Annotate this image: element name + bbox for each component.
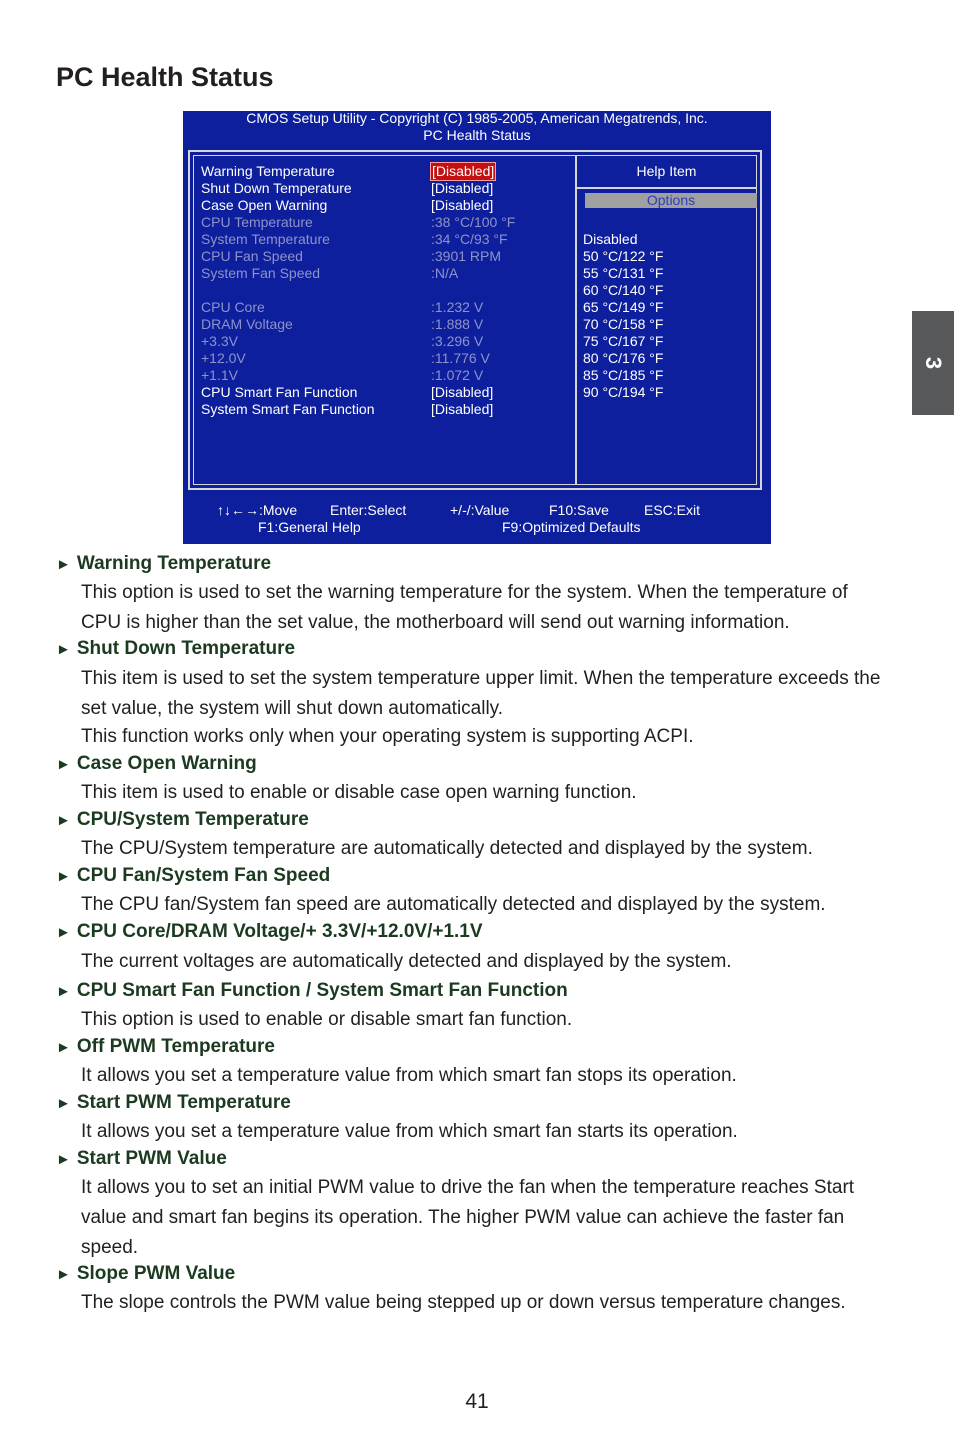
option-item[interactable]: Disabled — [583, 231, 638, 247]
readout-label: CPU Temperature — [201, 214, 313, 230]
section-paragraph: It allows you to set an initial PWM value to drive the fan when the temperature reaches Start value and smart fan begins its operation. The higher PWM value can achieve the faster fan speed. — [81, 1177, 855, 1258]
bios-frame — [188, 150, 762, 490]
option-item[interactable]: 65 °C/149 °F — [583, 299, 664, 315]
readout-value: :N/A — [431, 265, 459, 281]
menu-item-label: Shut Down Temperature — [201, 180, 352, 196]
section-heading — [56, 638, 295, 660]
option-item[interactable]: 50 °C/122 °F — [583, 248, 664, 264]
heading-text: Slope PWM Value — [76, 1263, 236, 1284]
heading-text: Shut Down Temperature — [76, 638, 296, 659]
readout-value: :11.776 V — [431, 350, 490, 366]
bullet-triangle-icon: ► — [56, 756, 71, 773]
section-heading — [56, 1092, 291, 1114]
bullet-triangle-icon: ► — [56, 1095, 71, 1112]
bios-panel — [193, 155, 757, 485]
section-heading — [56, 809, 309, 831]
key-hint-exit: ESC:Exit — [644, 502, 701, 518]
menu-item-label: Case Open Warning — [201, 197, 328, 213]
heading-text: Start PWM Temperature — [76, 1092, 291, 1113]
options-bar: Options — [585, 193, 757, 208]
bullet-triangle-icon: ► — [56, 924, 71, 941]
bullet-triangle-icon: ► — [56, 1266, 71, 1283]
key-hint-select: Enter:Select — [330, 502, 407, 518]
readout-label: CPU Core — [201, 299, 265, 315]
readout-label: System Temperature — [201, 231, 330, 247]
option-item[interactable]: 85 °C/185 °F — [583, 367, 664, 383]
key-hint-value: +/-/:Value — [450, 502, 510, 518]
readout-label: CPU Fan Speed — [201, 248, 303, 264]
option-item[interactable]: 80 °C/176 °F — [583, 350, 664, 366]
bullet-triangle-icon: ► — [56, 1151, 71, 1168]
bullet-triangle-icon: ► — [56, 868, 71, 885]
menu-item-value[interactable]: [Disabled] — [431, 401, 494, 417]
section-paragraph: This option is used to enable or disable smart fan function. — [81, 1009, 573, 1030]
heading-text: Case Open Warning — [76, 753, 257, 774]
page-number: 41 — [465, 1390, 489, 1413]
section-paragraph: This function works only when your operating system is supporting ACPI. — [81, 726, 694, 747]
readout-value: :1.888 V — [431, 316, 484, 332]
readout-label: +1.1V — [201, 367, 238, 383]
section-heading — [56, 921, 483, 943]
readout-label: System Fan Speed — [201, 265, 321, 281]
option-item[interactable]: 75 °C/167 °F — [583, 333, 664, 349]
heading-text: CPU Smart Fan Function / System Smart Fan Function — [76, 980, 568, 1001]
menu-item-label: CPU Smart Fan Function — [201, 384, 358, 400]
readout-value: :1.232 V — [431, 299, 484, 315]
section-paragraph: The CPU fan/System fan speed are automatically detected and displayed by the system. — [81, 894, 826, 915]
help-separator — [577, 187, 756, 189]
heading-text: Start PWM Value — [76, 1148, 227, 1169]
menu-item-value[interactable]: [Disabled] — [432, 163, 495, 179]
section-heading — [56, 980, 568, 1002]
heading-text: Off PWM Temperature — [76, 1036, 275, 1057]
menu-item-value[interactable]: [Disabled] — [431, 197, 494, 213]
heading-text: CPU/System Temperature — [76, 809, 309, 830]
key-hint-save: F10:Save — [549, 502, 609, 518]
bios-screenshot — [183, 111, 771, 544]
key-hint-move: ↑↓←→:Move — [217, 502, 298, 518]
bullet-triangle-icon: ► — [56, 1039, 71, 1056]
bios-screen-title: PC Health Status — [423, 127, 531, 143]
section-heading — [56, 1148, 227, 1170]
section-paragraph: This item is used to set the system temperature upper limit. When the temperature exceeds the set value, the system will shut down automatically. — [81, 668, 881, 719]
heading-text: CPU Core/DRAM Voltage/+ 3.3V/+12.0V/+1.1V — [76, 921, 483, 942]
section-heading — [56, 553, 271, 575]
section-paragraph: The CPU/System temperature are automatically detected and displayed by the system. — [81, 838, 813, 859]
option-item[interactable]: 70 °C/158 °F — [583, 316, 664, 332]
section-heading — [56, 1036, 275, 1058]
readout-value: :3901 RPM — [431, 248, 502, 264]
bullet-triangle-icon: ► — [56, 983, 71, 1000]
bullet-triangle-icon: ► — [56, 812, 71, 829]
option-item[interactable]: 90 °C/194 °F — [583, 384, 664, 400]
key-hint-help: F1:General Help — [258, 519, 361, 535]
readout-value: :3.296 V — [431, 333, 484, 349]
heading-text: CPU Fan/System Fan Speed — [76, 865, 331, 886]
section-paragraph: This item is used to enable or disable case open warning function. — [81, 782, 637, 803]
readout-value: :1.072 V — [431, 367, 484, 383]
readout-value: :38 °C/100 °F — [431, 214, 516, 230]
section-heading — [56, 753, 257, 775]
chapter-number: 3 — [921, 356, 946, 370]
heading-text: Warning Temperature — [76, 553, 272, 574]
chapter-tab — [912, 311, 954, 415]
menu-item-value[interactable]: [Disabled] — [431, 384, 494, 400]
menu-item-label: System Smart Fan Function — [201, 401, 375, 417]
section-paragraph: The current voltages are automatically detected and displayed by the system. — [81, 951, 732, 972]
readout-label: +12.0V — [201, 350, 246, 366]
section-heading — [56, 1263, 235, 1285]
readout-label: DRAM Voltage — [201, 316, 293, 332]
bullet-triangle-icon: ► — [56, 641, 71, 658]
section-heading — [56, 865, 330, 887]
menu-item-value[interactable]: [Disabled] — [431, 180, 494, 196]
option-item[interactable]: 55 °C/131 °F — [583, 265, 664, 281]
help-item-title: Help Item — [636, 163, 697, 179]
panel-divider — [575, 156, 577, 484]
bios-copyright: CMOS Setup Utility - Copyright (C) 1985-2005, American Megatrends, Inc. — [246, 110, 708, 126]
section-paragraph: This option is used to set the warning temperature for the system. When the temperature of CPU is higher than the set value, the motherboard will send out warning information. — [81, 582, 848, 633]
key-hint-defaults: F9:Optimized Defaults — [502, 519, 641, 535]
section-paragraph: The slope controls the PWM value being stepped up or down versus temperature changes. — [81, 1292, 846, 1313]
readout-value: :34 °C/93 °F — [431, 231, 508, 247]
page-title: PC Health Status — [56, 62, 274, 92]
section-paragraph: It allows you set a temperature value from which smart fan stops its operation. — [81, 1065, 737, 1086]
option-item[interactable]: 60 °C/140 °F — [583, 282, 664, 298]
section-paragraph: It allows you set a temperature value from which smart fan starts its operation. — [81, 1121, 738, 1142]
bullet-triangle-icon: ► — [56, 556, 71, 573]
menu-item-label: Warning Temperature — [201, 163, 335, 179]
readout-label: +3.3V — [201, 333, 238, 349]
